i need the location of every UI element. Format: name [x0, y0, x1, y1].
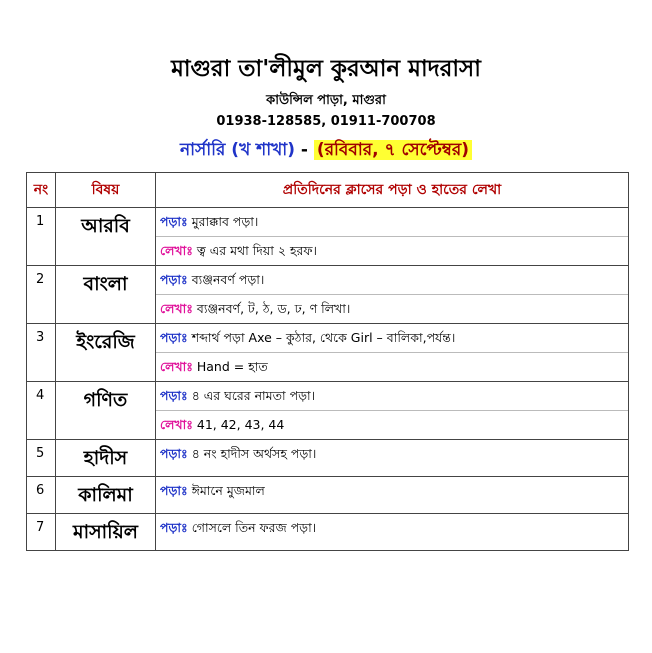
row-number: 3: [27, 324, 56, 382]
table-row: [27, 324, 629, 382]
table-row: [27, 440, 629, 477]
write-line: [156, 236, 628, 265]
write-label: লেখাঃ: [160, 417, 193, 432]
row-number: 6: [27, 477, 56, 514]
table-row: [27, 514, 629, 551]
row-details: [156, 208, 629, 266]
write-text: ব্যঞ্জনবর্ণ, ট, ঠ, ড, ঢ, ণ লিখা।: [196, 301, 351, 316]
row-subject: ইংরেজি: [56, 324, 156, 382]
row-subject: বাংলা: [56, 266, 156, 324]
read-label: পড়াঃ: [160, 330, 188, 345]
table-header-row: [27, 173, 629, 208]
row-details: [156, 514, 629, 551]
read-text: ৪ নং হাদীস অর্থসহ পড়া।: [191, 446, 317, 461]
class-name: নার্সারি (খ শাখা): [179, 140, 296, 160]
write-line: [156, 352, 628, 381]
read-label: পড়াঃ: [160, 446, 188, 461]
read-text: মুরাক্কাব পড়া।: [191, 214, 259, 229]
write-text: ত্ব এর মথা দিয়া ২ হরফ।: [196, 243, 317, 258]
read-text: ব্যঞ্জনবর্ণ পড়া।: [191, 272, 265, 287]
class-date: (রবিবার, ৭ সেপ্টেম্বর): [314, 140, 472, 160]
table-row: [27, 382, 629, 440]
madrasa-title: মাগুরা তা'লীমুল কুরআন মাদরাসা: [171, 56, 481, 82]
read-text: শব্দার্থ পড়া Axe – কুঠার, থেকে Girl – বালিকা,পর্যন্ত।: [191, 330, 456, 345]
header-subject: বিষয়: [56, 173, 156, 208]
header-no: নং: [27, 173, 56, 208]
row-number: 5: [27, 440, 56, 477]
row-details: [156, 324, 629, 382]
row-subject: আরবি: [56, 208, 156, 266]
read-line: [156, 440, 628, 468]
row-subject: হাদীস: [56, 440, 156, 477]
read-text: ঈমানে মুজমাল: [191, 483, 265, 498]
class-date-line: [0, 137, 652, 165]
table-row: [27, 477, 629, 514]
write-line: [156, 410, 628, 439]
read-text: ৪ এর ঘরের নামতা পড়া।: [191, 388, 316, 403]
row-details: [156, 382, 629, 440]
read-line: [156, 514, 628, 542]
lesson-table: [26, 172, 629, 551]
read-line: [156, 477, 628, 505]
read-label: পড়াঃ: [160, 388, 188, 403]
table-row: [27, 208, 629, 266]
row-subject: কালিমা: [56, 477, 156, 514]
row-details: [156, 440, 629, 477]
read-label: পড়াঃ: [160, 214, 188, 229]
table-row: [27, 266, 629, 324]
read-line: [156, 324, 628, 352]
row-subject: মাসায়িল: [56, 514, 156, 551]
phone-numbers: 01938-128585, 01911-700708: [216, 114, 436, 129]
read-text: গোসলে তিন ফরজ পড়া।: [191, 520, 317, 535]
write-line: [156, 294, 628, 323]
read-line: [156, 382, 628, 410]
header-details: প্রতিদিনের ক্লাসের পড়া ও হাতের লেখা: [156, 173, 629, 208]
write-text: 41, 42, 43, 44: [196, 417, 285, 432]
dash: -: [295, 140, 314, 160]
row-number: 7: [27, 514, 56, 551]
row-details: [156, 266, 629, 324]
write-label: লেখাঃ: [160, 359, 193, 374]
row-details: [156, 477, 629, 514]
row-number: 2: [27, 266, 56, 324]
read-label: পড়াঃ: [160, 272, 188, 287]
read-line: [156, 208, 628, 236]
write-text: Hand = হাত: [196, 359, 268, 374]
row-number: 1: [27, 208, 56, 266]
write-label: লেখাঃ: [160, 243, 193, 258]
read-label: পড়াঃ: [160, 483, 188, 498]
read-line: [156, 266, 628, 294]
row-subject: গণিত: [56, 382, 156, 440]
write-label: লেখাঃ: [160, 301, 193, 316]
read-label: পড়াঃ: [160, 520, 188, 535]
address: কাউন্সিল পাড়া, মাগুরা: [266, 93, 386, 108]
row-number: 4: [27, 382, 56, 440]
